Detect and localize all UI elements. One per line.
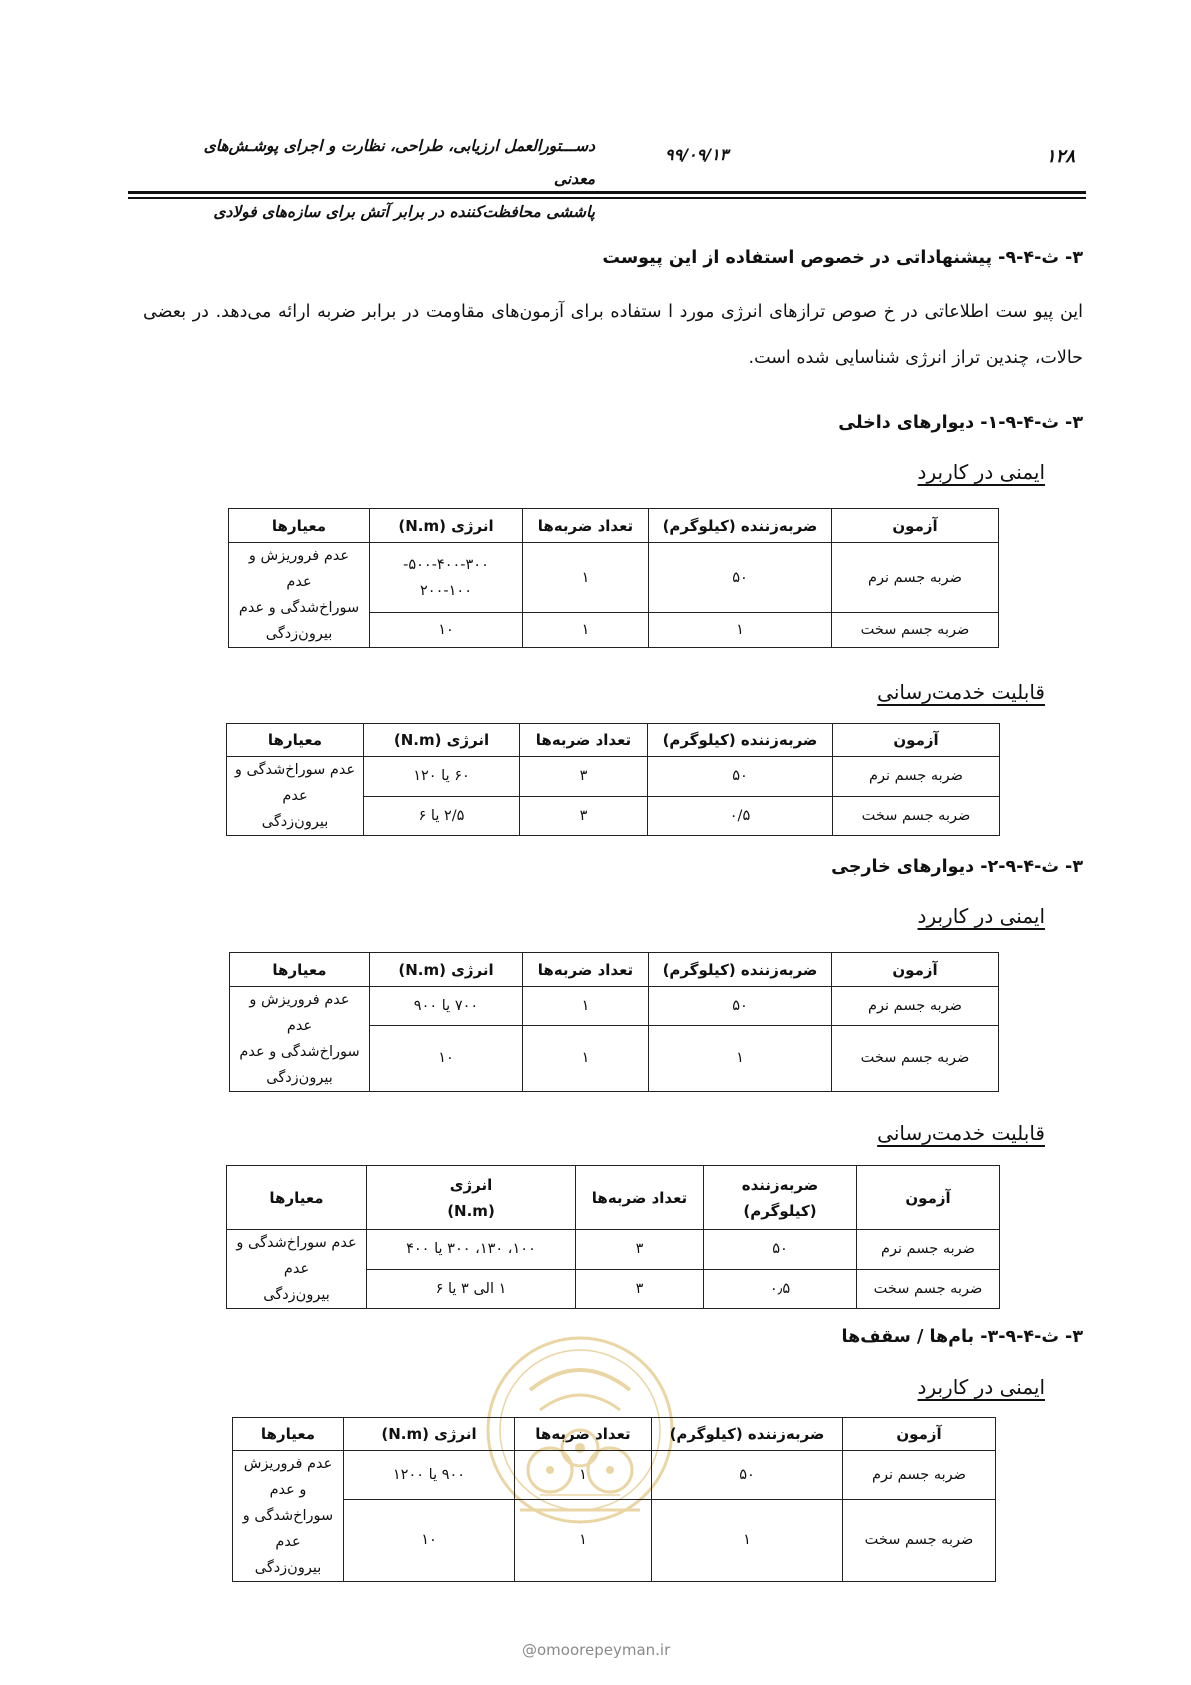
table-row [230,987,999,1026]
table-internal-safety [228,508,999,648]
title-line-1: دســـتورالعمل ارزیابی، طراحی، نظارت و اجرای پوشـش‌های معدنی [203,137,595,188]
document-date: ۹۹/۰۹/۱۳ [665,145,729,164]
subheading-safety: ایمنی در کاربرد [917,460,1045,484]
cell-count: ۱ [515,1451,652,1500]
subheading-safety: ایمنی در کاربرد [917,904,1045,928]
cell-count: ۳ [520,796,648,836]
cell-energy: ۷۰۰ یا ۹۰۰ [370,987,523,1026]
col-header-count: تعداد ضربه‌ها [515,1418,652,1451]
cell-count: ۳ [576,1269,704,1309]
cell-energy: ۱۰ [370,613,523,648]
cell-impactor: ۵۰ [652,1451,843,1500]
col-header-test: آزمون [857,1166,1000,1230]
cell-criteria [230,987,370,1092]
criteria-line-2: سوراخ‌شدگی و عدم [239,1044,360,1060]
col-header-impactor-line-2: (کیلوگرم) [743,1201,817,1220]
cell-test: ضربه جسم نرم [833,757,1000,797]
cell-impactor: ۰/۵ [648,796,833,836]
cell-impactor: ۵۰ [648,757,833,797]
col-header-test: آزمون [833,724,1000,757]
section-heading-roofs: ۳- ث-۴-۹-۳- بام‌ها / سقف‌ها [841,1327,1083,1347]
cell-impactor: ۰٫۵ [704,1269,857,1309]
cell-count: ۳ [520,757,648,797]
cell-impactor: ۵۰ [649,543,832,613]
col-header-energy: انرژی (N.m) [370,953,523,987]
table-row [233,1499,996,1581]
criteria-line-1: عدم فروریزش و عدم [243,1456,333,1498]
col-header-energy: انرژی (N.m) [370,509,523,543]
cell-test: ضربه جسم سخت [832,613,999,648]
criteria-line-2: بیرون‌زدگی [263,1287,330,1303]
cell-count: ۱ [523,613,649,648]
cell-energy: ۲/۵ یا ۶ [364,796,520,836]
cell-test: ضربه جسم نرم [857,1230,1000,1270]
cell-count: ۱ [523,1025,649,1091]
col-header-criteria: معیارها [230,953,370,987]
col-header-criteria: معیارها [233,1418,344,1451]
cell-impactor: ۵۰ [704,1230,857,1270]
subheading-safety: ایمنی در کاربرد [917,1375,1045,1399]
cell-test: ضربه جسم نرم [832,543,999,613]
col-header-count: تعداد ضربه‌ها [523,509,649,543]
cell-energy: ۱۰ [370,1025,523,1091]
section-heading-recommendations: ۳- ث-۴-۹- پیشنهاداتی در خصوص استفاده از این پیوست [602,248,1083,268]
col-header-energy-line-1: انرژی [449,1175,493,1194]
table-row [227,1230,1000,1270]
criteria-line-2: سوراخ‌شدگی و عدم [242,1508,334,1550]
cell-test: ضربه جسم نرم [843,1451,996,1500]
col-header-count: تعداد ضربه‌ها [520,724,648,757]
cell-energy: ۱۰ [344,1499,515,1581]
cell-criteria [229,543,370,648]
col-header-impactor: ضربه‌زننده (کیلوگرم) [652,1418,843,1451]
col-header-count: تعداد ضربه‌ها [523,953,649,987]
cell-energy: ۱ الی ۳ یا ۶ [367,1269,576,1309]
table-row [229,543,999,613]
cell-energy-line-2: ۲۰۰-۱۰۰ [420,582,472,599]
col-header-test: آزمون [832,953,999,987]
criteria-line-1: عدم سوراخ‌شدگی و عدم [234,762,356,804]
section-heading-internal-walls: ۳- ث-۴-۹-۱- دیوارهای داخلی [838,413,1083,433]
table-external-serviceability [226,1165,1000,1309]
cell-criteria [227,1230,367,1309]
section-heading-external-walls: ۳- ث-۴-۹-۲- دیوارهای خارجی [831,857,1083,877]
criteria-line-1: عدم فروریزش و عدم [249,992,350,1034]
cell-test: ضربه جسم سخت [843,1499,996,1581]
cell-impactor: ۱ [652,1499,843,1581]
intro-paragraph: این پیو ست اطلاعاتی در خ صوص ترازهای انرژی مورد ا ستفاده برای آزمون‌های مقاومت در برابر ضربه ارائه می‌دهد. در بعضی حالات، چندین تراز انرژی شناسایی شده است. [143,302,1083,368]
col-header-test: آزمون [843,1418,996,1451]
cell-energy: ۱۰۰، ۱۳۰، ۳۰۰ یا ۴۰۰ [367,1230,576,1270]
col-header-impactor [704,1166,857,1230]
criteria-line-1: عدم سوراخ‌شدگی و عدم [236,1235,357,1277]
cell-test: ضربه جسم سخت [833,796,1000,836]
cell-count: ۱ [523,987,649,1026]
criteria-line-3: بیرون‌زدگی [254,1560,322,1576]
subheading-serviceability: قابلیت خدمت‌رسانی [877,1121,1045,1145]
col-header-energy: انرژی (N.m) [364,724,520,757]
cell-count: ۱ [515,1499,652,1581]
cell-energy: ۶۰ یا ۱۲۰ [364,757,520,797]
col-header-test: آزمون [832,509,999,543]
cell-energy: ۹۰۰ یا ۱۲۰۰ [344,1451,515,1500]
cell-impactor: ۵۰ [649,987,832,1026]
header-rule-thin [128,197,1086,199]
cell-energy-line-1: ۵۰۰-۴۰۰-۳۰۰- [403,556,489,573]
criteria-line-2: بیرون‌زدگی [261,814,329,830]
col-header-impactor: ضربه‌زننده (کیلوگرم) [649,509,832,543]
header-rule-thick [128,191,1086,194]
cell-energy [370,543,523,613]
col-header-impactor: ضربه‌زننده (کیلوگرم) [648,724,833,757]
col-header-count: تعداد ضربه‌ها [576,1166,704,1230]
col-header-energy [367,1166,576,1230]
document-title [175,130,595,229]
col-header-criteria: معیارها [229,509,370,543]
cell-impactor: ۱ [649,613,832,648]
col-header-impactor-line-1: ضربه‌زننده [741,1175,819,1194]
watermark-url: @omoorepeyman.ir [522,1641,671,1659]
cell-test: ضربه جسم نرم [832,987,999,1026]
table-internal-serviceability [226,723,1000,836]
title-line-2: پاششی محافظت‌کننده در برابر آتش برای سازه‌های فولادی [213,203,595,221]
criteria-line-2: سوراخ‌شدگی و عدم [238,600,360,616]
table-external-safety [229,952,999,1092]
cell-criteria [227,757,364,836]
cell-count: ۳ [576,1230,704,1270]
cell-test: ضربه جسم سخت [857,1269,1000,1309]
table-row [227,757,1000,797]
col-header-impactor: ضربه‌زننده (کیلوگرم) [649,953,832,987]
page-number: ۱۲۸ [1046,146,1076,167]
col-header-energy: انرژی (N.m) [344,1418,515,1451]
table-roofs-safety [232,1417,996,1582]
table-row [233,1451,996,1500]
criteria-line-3: بیرون‌زدگی [266,1070,333,1086]
col-header-energy-line-2: (N.m) [447,1201,495,1220]
criteria-line-1: عدم فروریزش و عدم [248,548,350,590]
cell-test: ضربه جسم سخت [832,1025,999,1091]
subheading-serviceability: قابلیت خدمت‌رسانی [877,680,1045,704]
criteria-line-3: بیرون‌زدگی [265,626,333,642]
col-header-criteria: معیارها [227,1166,367,1230]
col-header-criteria: معیارها [227,724,364,757]
cell-criteria [233,1451,344,1582]
cell-impactor: ۱ [649,1025,832,1091]
cell-count: ۱ [523,543,649,613]
